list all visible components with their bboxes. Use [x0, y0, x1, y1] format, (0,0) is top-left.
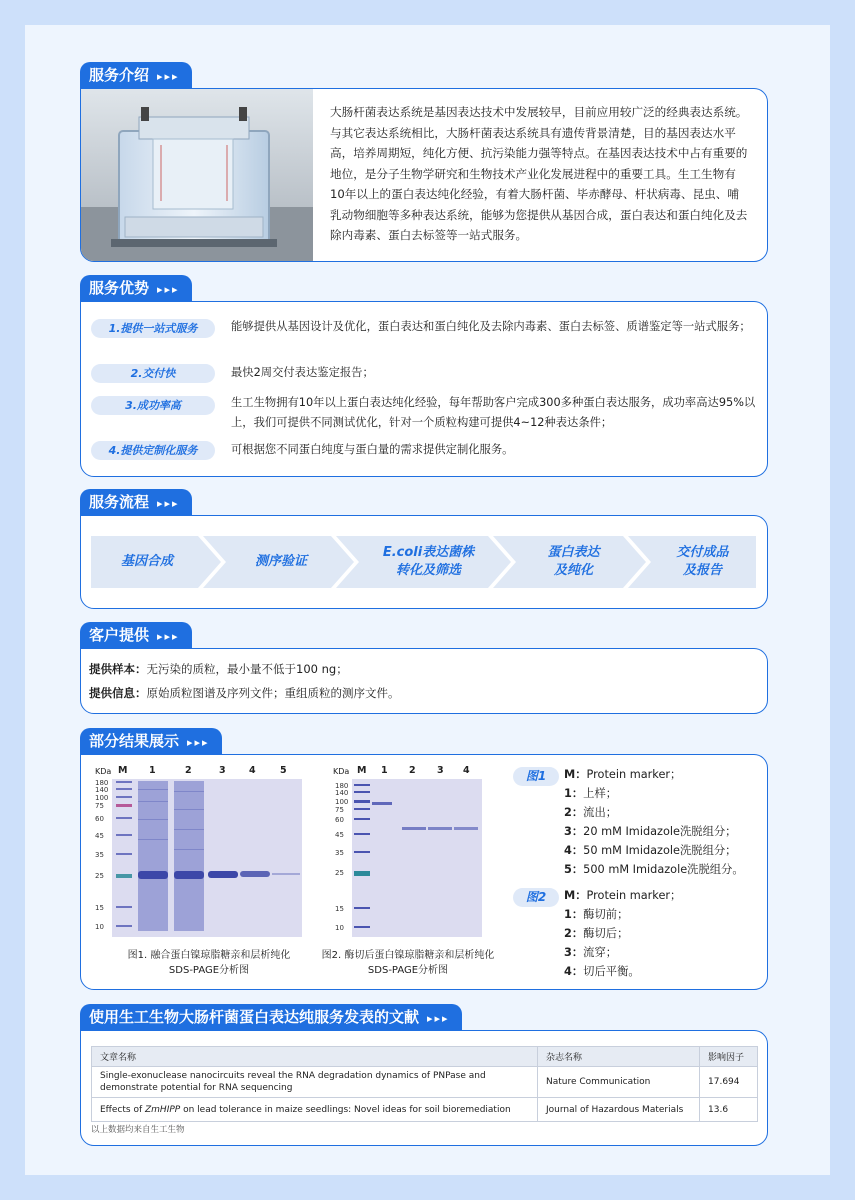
journal-name: Journal of Hazardous Materials	[538, 1098, 700, 1122]
impact-factor: 13.6	[700, 1098, 758, 1122]
gel1-image	[112, 779, 302, 937]
arrows-icon: ▸▸▸	[157, 283, 180, 296]
figure-tag: 图2	[513, 888, 559, 907]
table-row	[92, 1067, 758, 1098]
workflow-step: 测序验证	[254, 554, 307, 569]
legend2	[564, 886, 764, 981]
section-customer-provide	[80, 622, 768, 714]
table-header-row	[92, 1047, 758, 1067]
journal-name: Nature Communication	[538, 1067, 700, 1098]
section-title: 服务介绍	[89, 66, 150, 84]
gel1-lane-label: M	[118, 765, 128, 776]
workflow-box	[80, 515, 768, 609]
caption-line: 图1. 融合蛋白镍琼脂糖亲和层析纯化	[127, 950, 291, 961]
provide-info-line	[89, 683, 400, 704]
title-part: on lead tolerance in maize seedlings: Novel ideas for soil bioremediation	[180, 1104, 511, 1115]
legend-value: 500 mM Imidazole洗脱组分。	[583, 863, 744, 876]
advantage-label: 3.成功率高	[91, 396, 215, 415]
legend-key: 3：	[564, 946, 584, 959]
advantage-text: 能够提供从基因设计及优化，蛋白表达和蛋白纯化及去除内毒素、蛋白去标签、质谱鉴定等一站式服务；	[231, 320, 751, 333]
publications-box	[80, 1030, 768, 1146]
legend-key: 2：	[564, 806, 584, 819]
caption-line: SDS-PAGE分析图	[168, 965, 250, 976]
legend-item	[564, 803, 764, 822]
gel2-lane-label: 2	[409, 765, 416, 776]
legend-key: 5：	[564, 863, 584, 876]
section-tab	[80, 728, 222, 754]
arrows-icon: ▸▸▸	[427, 1012, 450, 1025]
gel2-image	[352, 779, 482, 937]
section-title: 使用生工生物大肠杆菌蛋白表达纯服务发表的文献	[89, 1008, 420, 1026]
section-title: 部分结果展示	[89, 732, 180, 750]
provide-sample-line	[89, 659, 348, 680]
marker-label: 100	[335, 798, 349, 806]
section-title: 服务流程	[89, 493, 150, 511]
section-intro	[80, 62, 768, 262]
results-box	[80, 754, 768, 990]
marker-label: 100	[95, 794, 109, 802]
legend-item	[564, 905, 764, 924]
data-source-note: 以上数据均来自生工生物	[91, 1125, 185, 1135]
section-title: 服务优势	[89, 279, 150, 297]
legend-value: 20 mM Imidazole洗脱组分；	[583, 825, 737, 838]
caption-line: 图2. 酶切后蛋白镍琼脂糖亲和层析纯化	[321, 950, 495, 961]
table-row	[92, 1098, 758, 1122]
advantage-label: 1.提供一站式服务	[91, 319, 215, 338]
publications-table	[91, 1046, 758, 1122]
gel1-lane-label: 5	[280, 765, 287, 776]
title-gene: ZmHIPP	[145, 1104, 181, 1115]
gel2-kda-label: KDa	[333, 767, 350, 776]
section-tab	[80, 1004, 462, 1030]
article-title	[92, 1098, 538, 1122]
gel2-lane-label: M	[357, 765, 367, 776]
legend-item	[564, 962, 764, 981]
intro-box	[80, 88, 768, 262]
figure-tag: 图1	[513, 767, 559, 786]
gel1-lane-label: 1	[149, 765, 156, 776]
marker-label: 10	[335, 924, 344, 932]
section-advantages	[80, 275, 768, 477]
customer-provide-box	[80, 648, 768, 714]
legend-item	[564, 886, 764, 905]
title-part: Effects of	[100, 1104, 145, 1115]
legend1	[564, 765, 764, 879]
gel1-kda-label: KDa	[95, 767, 112, 776]
legend-item	[564, 822, 764, 841]
legend-value: 切后平衡。	[583, 965, 640, 978]
marker-label: 75	[95, 802, 104, 810]
arrows-icon: ▸▸▸	[157, 497, 180, 510]
marker-label: 140	[335, 789, 349, 797]
legend-value: 50 mM Imidazole洗脱组分；	[583, 844, 737, 857]
legend-value: 流出；	[583, 806, 618, 819]
legend-value: 流穿；	[583, 946, 618, 959]
gel1-lane-label: 4	[249, 765, 256, 776]
marker-label: 45	[95, 832, 104, 840]
marker-label: 180	[335, 782, 349, 790]
marker-label: 60	[335, 816, 344, 824]
legend-item	[564, 943, 764, 962]
gel2-lane-label: 4	[463, 765, 470, 776]
workflow-step: E.coli表达菌株 转化及筛选	[382, 545, 475, 578]
provide-sample-text: 无污染的质粒，最小量不低于100 ng；	[146, 662, 348, 676]
section-title: 客户提供	[89, 626, 150, 644]
legend-value: Protein marker；	[586, 768, 682, 781]
arrows-icon: ▸▸▸	[157, 630, 180, 643]
marker-label: 25	[95, 872, 104, 880]
legend-item	[564, 765, 764, 784]
section-publications	[80, 1004, 768, 1146]
marker-label: 35	[335, 849, 344, 857]
marker-label: 15	[95, 904, 104, 912]
caption-line: SDS-PAGE分析图	[367, 965, 449, 976]
arrows-icon: ▸▸▸	[157, 70, 180, 83]
legend-value: 上样；	[583, 787, 618, 800]
article-title: Single-exonuclease nanocircuits reveal the RNA degradation dynamics of PNPase and demonstrate potential for RNA sequencing	[92, 1067, 538, 1098]
gel2-lane-label: 1	[381, 765, 388, 776]
section-tab	[80, 622, 192, 648]
legend-item	[564, 924, 764, 943]
gel1-lane-label: 2	[185, 765, 192, 776]
gel2-lane-label: 3	[437, 765, 444, 776]
advantages-box	[80, 301, 768, 477]
provide-info-text: 原始质粒图谱及序列文件；重组质粒的测序文件。	[146, 686, 400, 700]
gel1-caption	[101, 948, 317, 978]
workflow-steps	[91, 536, 756, 588]
marker-label: 15	[335, 905, 344, 913]
workflow-step: 交付成品 及报告	[676, 545, 729, 578]
intro-text: 大肠杆菌表达系统是基因表达技术中发展较早，目前应用较广泛的经典表达系统。与其它表达系统相比，大肠杆菌表达系统具有遗传背景清楚，目的基因表达水平高，培养周期短，纯化方便、抗污染能力强等特点。在基因表达技术中占有重要的地位，是分子生物学研究和生物技术产业化发展进程中的重要工具。生工生物有10年以上的蛋白表达纯化经验，有着大肠杆菌、毕赤酵母、杆状病毒、昆虫、哺乳动物细胞等多种表达系统，能够为您提供从基因合成，蛋白表达和蛋白纯化及去除内毒素、蛋白去标签等一站式服务。	[330, 105, 748, 242]
workflow-step: 基因合成	[120, 554, 173, 569]
gel2-caption	[313, 948, 503, 978]
marker-label: 25	[335, 869, 344, 877]
column-header: 文章名称	[92, 1047, 538, 1067]
legend-value: Protein marker；	[586, 889, 682, 902]
advantage-text: 生工生物拥有10年以上蛋白表达纯化经验，每年帮助客户完成300多种蛋白表达服务，成功率高达95%以上，我们可提供不同测试优化，针对一个质粒构建可提供4~12种表达条件；	[231, 396, 756, 429]
section-workflow	[80, 489, 768, 609]
advantage-label: 2.交付快	[91, 364, 215, 383]
legend-key: M：	[564, 889, 587, 902]
section-results	[80, 728, 768, 990]
provide-info-label: 提供信息：	[89, 686, 147, 700]
legend-key: 1：	[564, 908, 584, 921]
legend-key: 2：	[564, 927, 584, 940]
marker-label: 10	[95, 923, 104, 931]
impact-factor: 17.694	[700, 1067, 758, 1098]
legend-key: 3：	[564, 825, 584, 838]
section-tab	[80, 62, 192, 88]
marker-label: 45	[335, 831, 344, 839]
legend-item	[564, 784, 764, 803]
column-header: 影响因子	[700, 1047, 758, 1067]
marker-label: 60	[95, 815, 104, 823]
legend-value: 酶切前；	[583, 908, 629, 921]
legend-value: 酶切后；	[583, 927, 629, 940]
marker-label: 140	[95, 786, 109, 794]
legend-key: 1：	[564, 787, 584, 800]
advantage-label: 4.提供定制化服务	[91, 441, 215, 460]
gel1-lane-label: 3	[219, 765, 226, 776]
advantage-text: 最快2周交付表达鉴定报告；	[231, 366, 374, 379]
legend-key: 4：	[564, 844, 584, 857]
arrows-icon: ▸▸▸	[187, 736, 210, 749]
legend-key: M：	[564, 768, 587, 781]
column-header: 杂志名称	[538, 1047, 700, 1067]
marker-label: 35	[95, 851, 104, 859]
section-tab	[80, 275, 192, 301]
legend-key: 4：	[564, 965, 584, 978]
section-tab	[80, 489, 192, 515]
legend-item	[564, 860, 764, 879]
marker-label: 180	[95, 779, 109, 787]
legend-item	[564, 841, 764, 860]
electrophoresis-tank-image	[81, 89, 313, 262]
workflow-step: 蛋白表达 及纯化	[547, 545, 600, 578]
marker-label: 75	[335, 806, 344, 814]
provide-sample-label: 提供样本：	[89, 662, 147, 676]
advantage-text: 可根据您不同蛋白纯度与蛋白量的需求提供定制化服务。	[231, 443, 514, 456]
